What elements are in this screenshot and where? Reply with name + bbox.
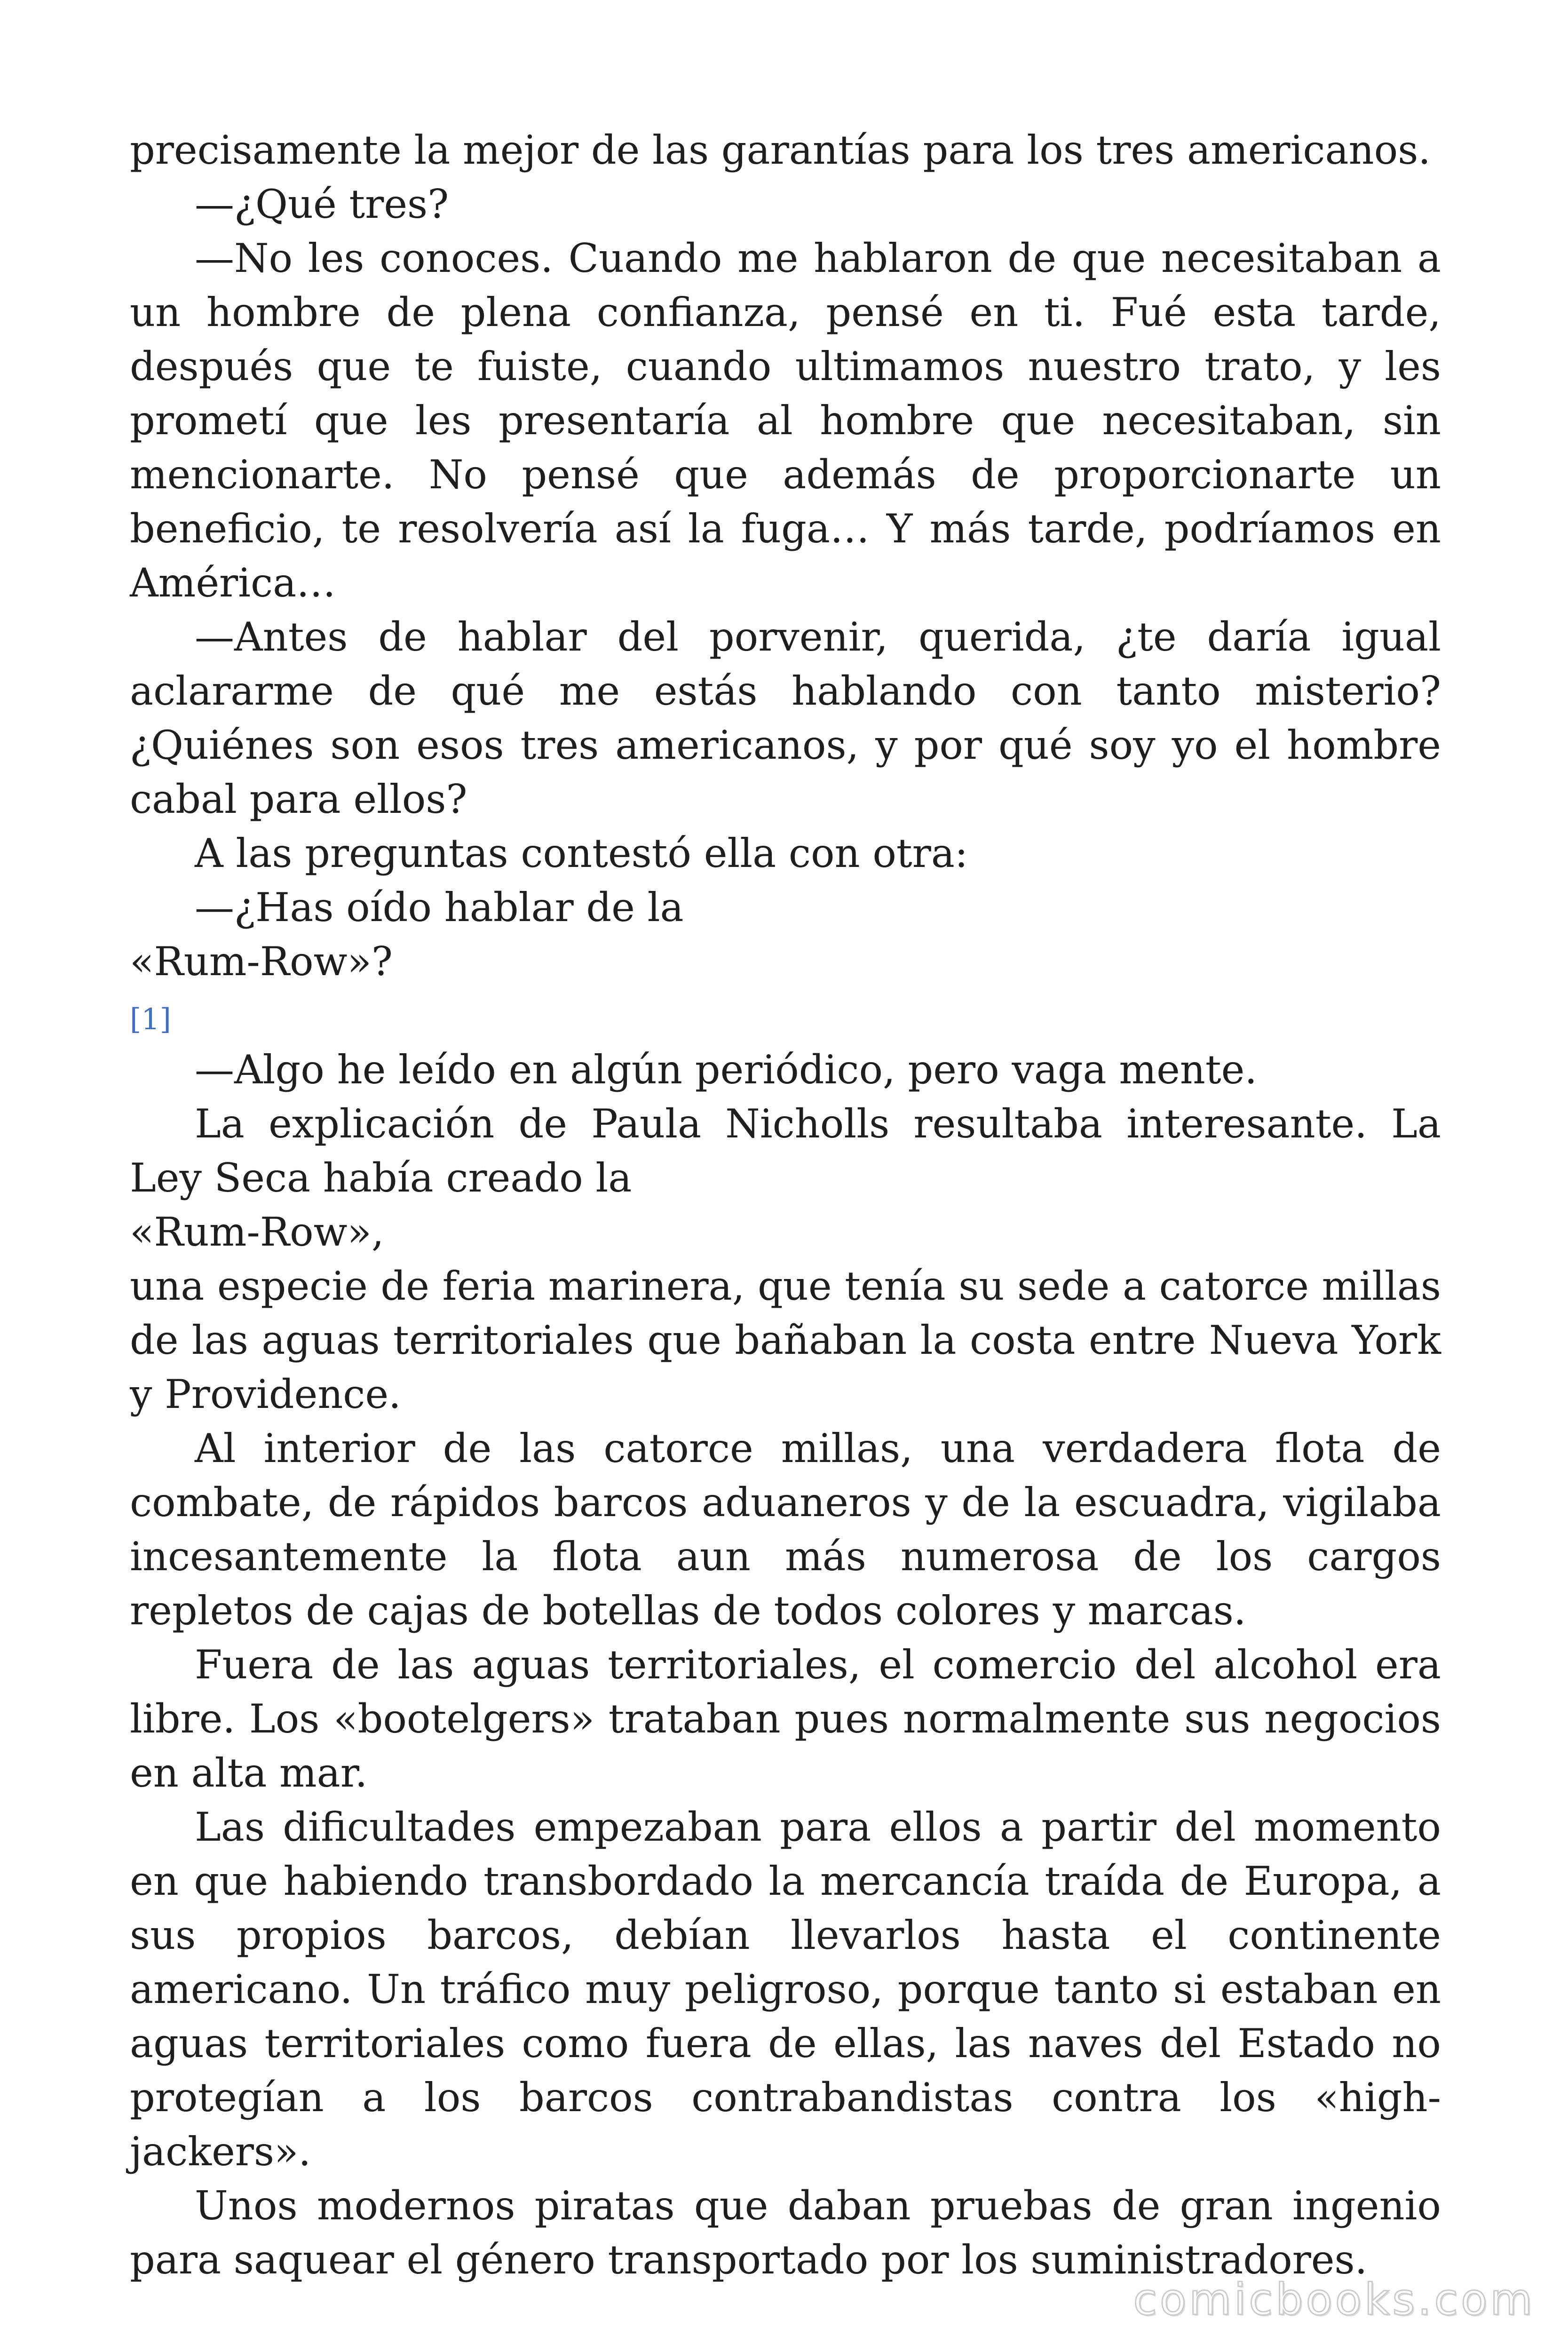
narration-line: A las preguntas contestó ella con otra: — [195, 830, 968, 876]
rum-row-term: «Rum-Row»? — [130, 938, 393, 985]
paragraph-continuation: precisamente la mejor de las garantías para los tres americanos. — [130, 127, 1431, 173]
narration-paragraph: Las dificultades empezaban para ellos a partir del momento en que habiendo transbordado la mercancía traída de Europa, a sus propios barcos, debían llevarlos hasta el continente americano. Un tráfico muy peligroso, porque tanto si estaban en aguas territoriales como fuera de ellas, las naves del Estado no protegían a los barcos contrabandistas contra los «high-jackers». — [130, 1804, 1441, 2175]
narration-paragraph: una especie de feria marinera, que tenía su sede a catorce millas de las aguas territoriales que bañaban la costa entre Nueva York y Providence. — [130, 1263, 1441, 1417]
dialogue-line: —¿Qué tres? — [195, 181, 449, 227]
dialogue-paragraph: —No les conoces. Cuando me hablaron de que necesitaban a un hombre de plena confianza, pensé en ti. Fué esta tarde, después que te fuiste, cuando ultimamos nuestro trato, y les prometí que les presentaría al hombre que necesitaban, sin mencionarte. No pensé que además de proporcionarte un beneficio, te resolvería así la fuga… Y más tarde, podríamos en América… — [130, 235, 1441, 606]
narration-paragraph: Al interior de las catorce millas, una verdadera flota de combate, de rápidos barcos aduaneros y de la escuadra, vigilaba incesantemente la flota aun más numerosa de los cargos repletos de cajas de botellas de todos colores y marcas. — [130, 1425, 1441, 1634]
dialogue-line: —¿Has oído hablar de la — [195, 884, 684, 930]
rum-row-term: «Rum-Row», — [130, 1209, 384, 1255]
book-page-text — [130, 123, 1441, 2287]
narration-paragraph: La explicación de Paula Nicholls resultaba interesante. La Ley Seca había creado la — [130, 1101, 1441, 1201]
narration-paragraph: Fuera de las aguas territoriales, el comercio del alcohol era libre. Los «bootelgers» trataban pues normalmente sus negocios en alta mar. — [130, 1642, 1441, 1796]
footnote-link[interactable]: [1] — [130, 1002, 171, 1036]
watermark-logo: comicbooks.com — [1133, 2274, 1535, 2325]
footnote-line — [130, 989, 1441, 1043]
dialogue-line: —Algo he leído en algún periódico, pero vaga mente. — [195, 1047, 1258, 1093]
dialogue-paragraph: —Antes de hablar del porvenir, querida, ¿te daría igual aclararme de qué me estás hablando con tanto misterio? ¿Quiénes son esos tres americanos, y por qué soy yo el hombre cabal para ellos? — [130, 614, 1441, 822]
narration-paragraph: Unos modernos piratas que daban pruebas de gran ingenio para saquear el género transportado por los suministradores. — [130, 2183, 1441, 2283]
